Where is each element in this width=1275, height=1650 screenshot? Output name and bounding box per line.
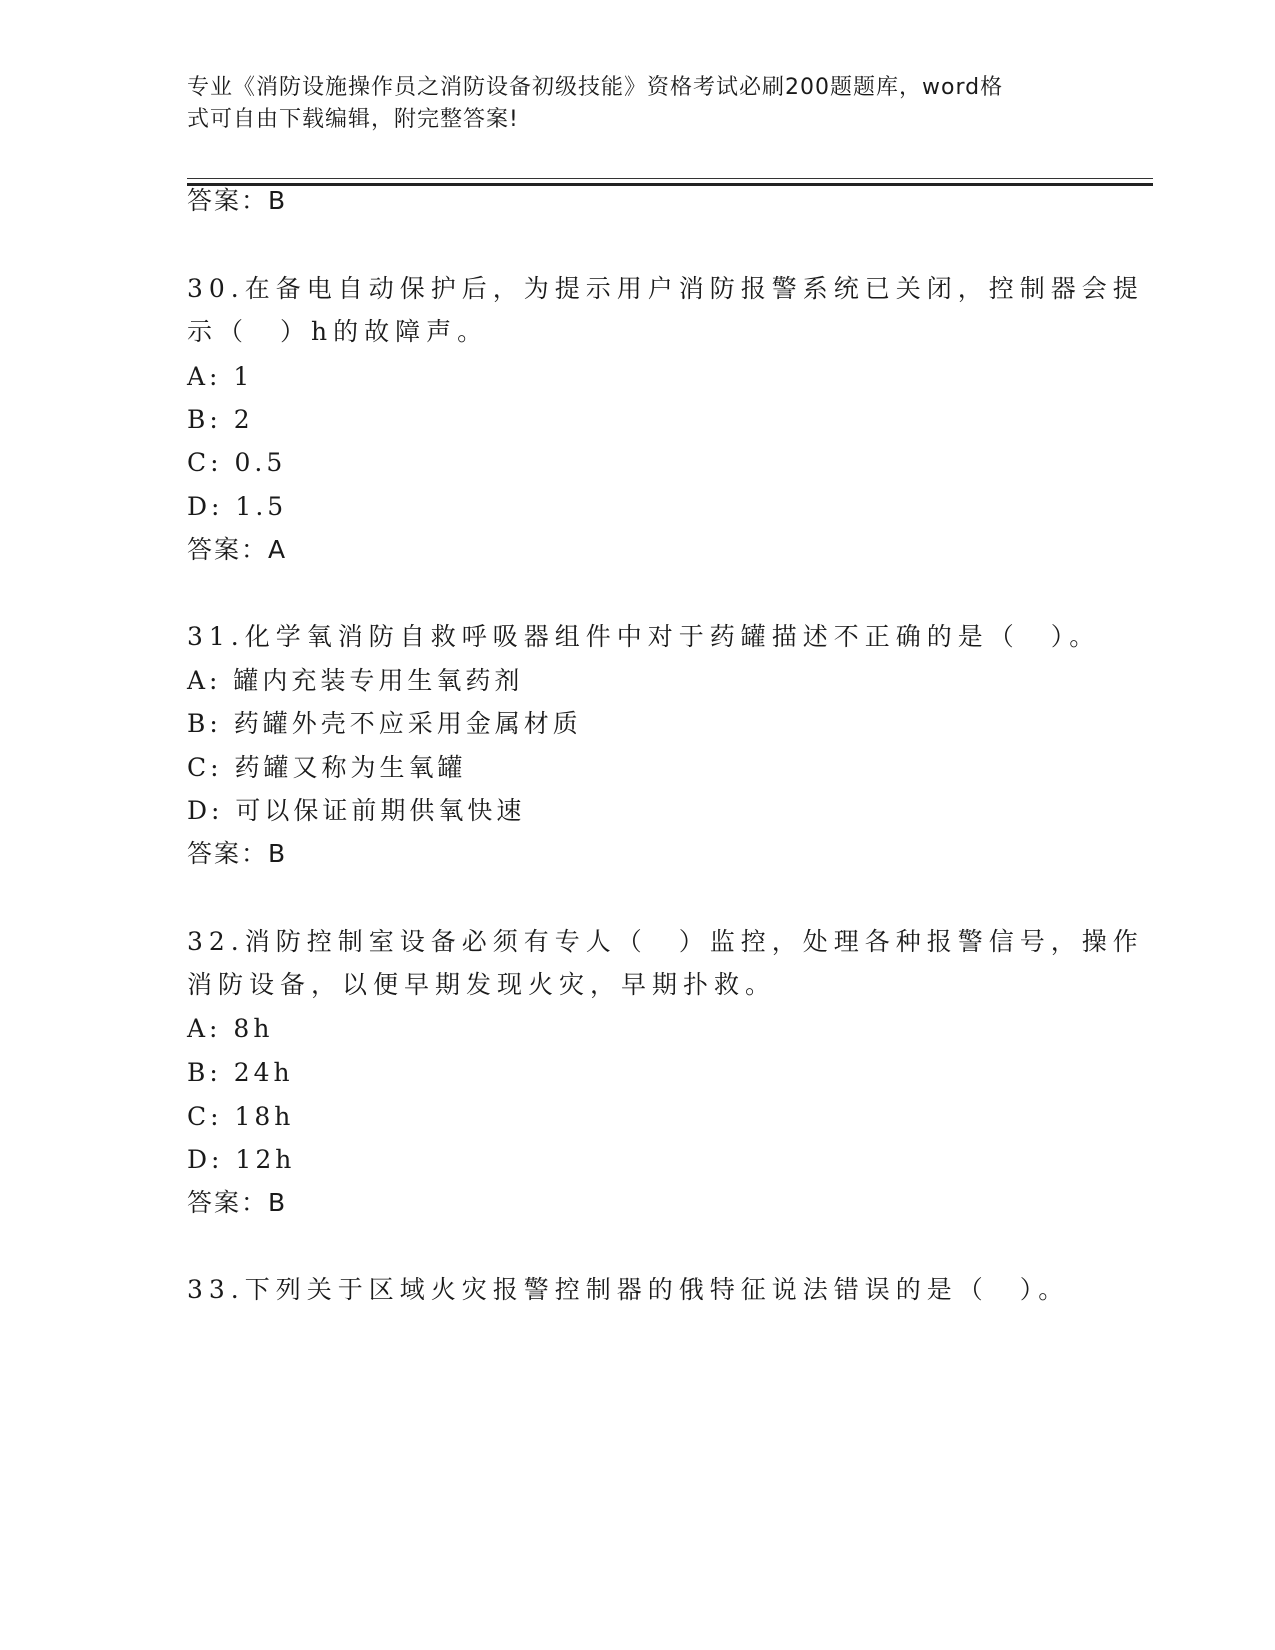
question-32-line-2: 消防设备，以便早期发现火灾，早期扑救。 [187, 970, 777, 999]
question-32-option-d: D: 12h [187, 1145, 296, 1174]
question-31-option-d: D: 可以保证前期供氧快速 [187, 796, 526, 825]
question-31-option-c: C: 药罐又称为生氧罐 [187, 753, 467, 782]
answer-30: 答案：A [187, 535, 288, 564]
header-line-2: 式可自由下载编辑，附完整答案! [187, 107, 519, 132]
question-30-option-b: B: 2 [187, 405, 254, 434]
question-30-option-c: C: 0.5 [187, 448, 287, 477]
question-33-line-1: 33.下列关于区域火灾报警控制器的俄特征说法错误的是（ ）。 [187, 1275, 1070, 1304]
question-32-option-a: A: 8h [187, 1014, 274, 1043]
question-31-option-b: B: 药罐外壳不应采用金属材质 [187, 709, 582, 738]
question-30-option-d: D: 1.5 [187, 492, 288, 521]
question-32-option-b: B: 24h [187, 1058, 294, 1087]
question-30-line-2: 示（ ）h的故障声。 [187, 317, 489, 346]
header-divider-thick [187, 183, 1153, 186]
question-32-option-c: C: 18h [187, 1102, 295, 1131]
page-header [187, 72, 1067, 136]
answer-29: 答案：B [187, 186, 288, 215]
header-divider-thin [187, 178, 1153, 179]
question-31-line-1: 31.化学氧消防自救呼吸器组件中对于药罐描述不正确的是（ ）。 [187, 622, 1101, 651]
question-32-line-1: 32.消防控制室设备必须有专人（ ）监控，处理各种报警信号，操作 [187, 927, 1144, 956]
question-31-option-a: A: 罐内充装专用生氧药剂 [187, 666, 524, 695]
answer-31: 答案：B [187, 839, 288, 868]
question-30-line-1: 30.在备电自动保护后，为提示用户消防报警系统已关闭，控制器会提 [187, 274, 1144, 303]
header-line-1: 专业《消防设施操作员之消防设备初级技能》资格考试必刷200题题库，word格 [187, 75, 1004, 100]
answer-32: 答案：B [187, 1188, 288, 1217]
question-30-option-a: A: 1 [187, 362, 254, 391]
